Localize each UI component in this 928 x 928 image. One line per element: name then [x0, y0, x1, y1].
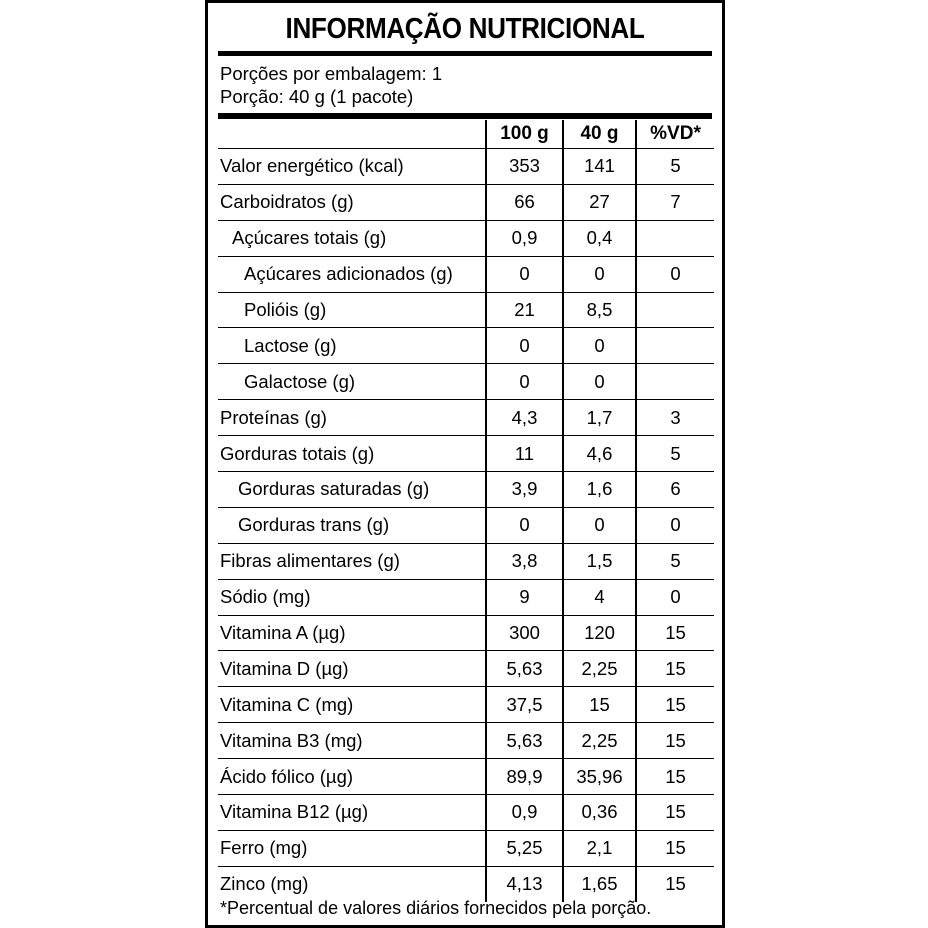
value-per-100g: 3,8 — [486, 543, 563, 579]
value-per-100g: 5,25 — [486, 830, 563, 866]
value-per-40g: 0 — [563, 507, 636, 543]
value-per-100g: 5,63 — [486, 651, 563, 687]
value-per-100g: 21 — [486, 292, 563, 328]
nutrient-name: Gorduras totais (g) — [218, 436, 486, 472]
nutrient-name: Açúcares totais (g) — [218, 220, 486, 256]
nutrient-name: Vitamina C (mg) — [218, 687, 486, 723]
value-daily-percent — [636, 220, 714, 256]
value-daily-percent: 0 — [636, 579, 714, 615]
serving-divider — [218, 113, 712, 119]
header-nutrient — [218, 120, 486, 149]
nutrient-name: Açúcares adicionados (g) — [218, 256, 486, 292]
value-per-100g: 353 — [486, 149, 563, 185]
nutrient-name: Polióis (g) — [218, 292, 486, 328]
table-row — [218, 472, 714, 508]
value-daily-percent: 5 — [636, 543, 714, 579]
nutrient-name: Lactose (g) — [218, 328, 486, 364]
value-per-40g: 1,5 — [563, 543, 636, 579]
value-per-40g: 2,25 — [563, 723, 636, 759]
nutrient-name: Vitamina A (µg) — [218, 615, 486, 651]
nutrient-name: Sódio (mg) — [218, 579, 486, 615]
table-row — [218, 759, 714, 795]
value-per-100g: 0,9 — [486, 795, 563, 831]
table-row — [218, 830, 714, 866]
value-per-40g: 8,5 — [563, 292, 636, 328]
header-per-100g: 100 g — [486, 120, 563, 149]
table-row — [218, 436, 714, 472]
nutrient-name: Proteínas (g) — [218, 400, 486, 436]
value-per-40g: 2,25 — [563, 651, 636, 687]
nutrition-facts-label — [205, 0, 725, 928]
value-daily-percent: 7 — [636, 184, 714, 220]
value-daily-percent: 0 — [636, 507, 714, 543]
table-row — [218, 795, 714, 831]
value-per-40g: 27 — [563, 184, 636, 220]
value-per-100g: 5,63 — [486, 723, 563, 759]
value-per-100g: 0 — [486, 256, 563, 292]
footnote: *Percentual de valores diários fornecidos pela porção. — [220, 898, 652, 918]
value-per-100g: 4,13 — [486, 866, 563, 901]
value-daily-percent — [636, 364, 714, 400]
label-title: INFORMAÇÃO NUTRICIONAL — [285, 13, 645, 45]
table-row — [218, 220, 714, 256]
table-row — [218, 149, 714, 185]
value-daily-percent: 15 — [636, 723, 714, 759]
table-row — [218, 400, 714, 436]
nutrient-name: Ácido fólico (µg) — [218, 759, 486, 795]
title-divider — [218, 51, 712, 56]
portion-size: Porção: 40 g (1 pacote) — [220, 86, 414, 107]
value-daily-percent: 15 — [636, 866, 714, 901]
value-per-100g: 0,9 — [486, 220, 563, 256]
nutrient-name: Carboidratos (g) — [218, 184, 486, 220]
value-per-40g: 0 — [563, 364, 636, 400]
value-per-40g: 141 — [563, 149, 636, 185]
value-daily-percent: 15 — [636, 759, 714, 795]
portions-per-package: Porções por embalagem: 1 — [220, 63, 443, 84]
table-row — [218, 687, 714, 723]
nutrient-name: Vitamina D (µg) — [218, 651, 486, 687]
value-per-100g: 3,9 — [486, 472, 563, 508]
value-daily-percent: 3 — [636, 400, 714, 436]
value-per-40g: 4 — [563, 579, 636, 615]
value-daily-percent: 15 — [636, 615, 714, 651]
nutrient-name: Gorduras saturadas (g) — [218, 472, 486, 508]
value-daily-percent — [636, 292, 714, 328]
value-per-40g: 1,6 — [563, 472, 636, 508]
value-per-100g: 89,9 — [486, 759, 563, 795]
value-per-40g: 0 — [563, 328, 636, 364]
table-row — [218, 651, 714, 687]
header-daily-value: %VD* — [636, 120, 714, 149]
value-per-100g: 0 — [486, 328, 563, 364]
nutrient-name: Vitamina B3 (mg) — [218, 723, 486, 759]
value-per-40g: 0,36 — [563, 795, 636, 831]
value-per-40g: 0 — [563, 256, 636, 292]
table-row — [218, 184, 714, 220]
value-daily-percent: 6 — [636, 472, 714, 508]
nutrient-name: Gorduras trans (g) — [218, 507, 486, 543]
table-row — [218, 507, 714, 543]
table-row — [218, 579, 714, 615]
nutrient-name: Galactose (g) — [218, 364, 486, 400]
nutrient-name: Fibras alimentares (g) — [218, 543, 486, 579]
nutrient-name: Zinco (mg) — [220, 873, 309, 895]
value-per-100g: 0 — [486, 364, 563, 400]
value-daily-percent: 15 — [636, 687, 714, 723]
value-daily-percent: 15 — [636, 795, 714, 831]
nutrient-name: Valor energético (kcal) — [218, 149, 486, 185]
value-per-100g: 11 — [486, 436, 563, 472]
table-row — [218, 256, 714, 292]
table-row — [218, 292, 714, 328]
nutrition-table — [218, 120, 714, 902]
value-per-100g: 4,3 — [486, 400, 563, 436]
table-row — [218, 543, 714, 579]
value-per-100g: 66 — [486, 184, 563, 220]
value-per-100g: 9 — [486, 579, 563, 615]
header-per-40g: 40 g — [563, 120, 636, 149]
table-header-row — [218, 120, 714, 149]
value-daily-percent: 5 — [636, 436, 714, 472]
value-per-40g: 1,7 — [563, 400, 636, 436]
value-per-40g: 0,4 — [563, 220, 636, 256]
table-row — [218, 723, 714, 759]
value-per-40g: 15 — [563, 687, 636, 723]
value-per-40g: 35,96 — [563, 759, 636, 795]
value-per-40g: 1,65 — [563, 866, 636, 901]
value-per-100g: 300 — [486, 615, 563, 651]
value-per-100g: 37,5 — [486, 687, 563, 723]
value-per-40g: 4,6 — [563, 436, 636, 472]
value-daily-percent — [636, 328, 714, 364]
value-daily-percent: 15 — [636, 651, 714, 687]
value-daily-percent: 15 — [636, 830, 714, 866]
value-per-100g: 0 — [486, 507, 563, 543]
nutrient-name: Ferro (mg) — [218, 830, 486, 866]
nutrient-name: Vitamina B12 (µg) — [218, 795, 486, 831]
value-per-40g: 2,1 — [563, 830, 636, 866]
table-row — [218, 328, 714, 364]
value-daily-percent: 0 — [636, 256, 714, 292]
table-row — [218, 364, 714, 400]
value-per-40g: 120 — [563, 615, 636, 651]
table-row — [218, 615, 714, 651]
value-daily-percent: 5 — [636, 149, 714, 185]
